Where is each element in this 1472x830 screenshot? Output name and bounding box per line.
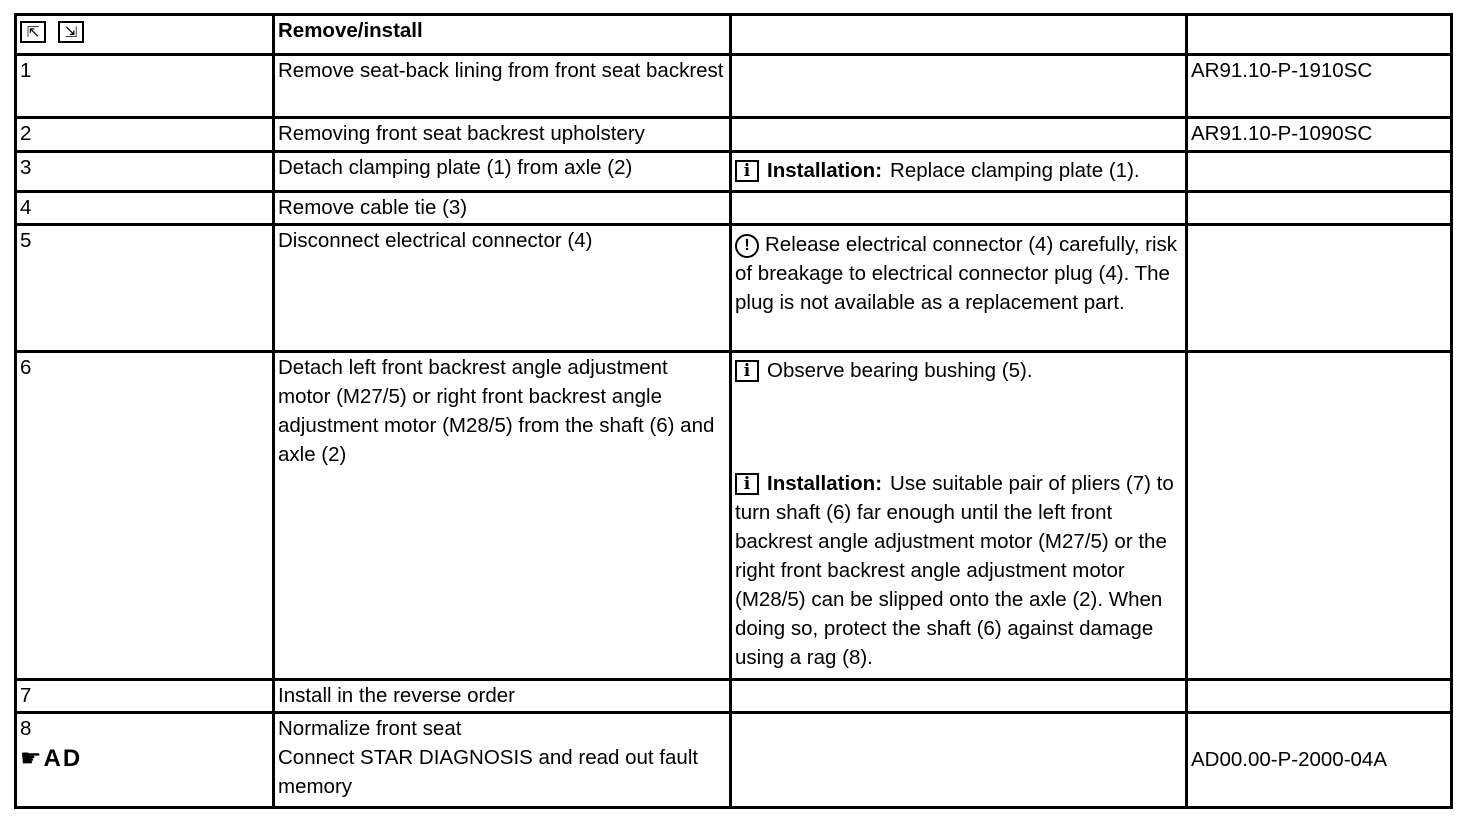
header-icons-cell (16, 15, 274, 55)
step-text: Detach clamping plate (1) from axle (2) (274, 152, 731, 192)
step-row-2 (16, 118, 1452, 152)
step-row-7 (16, 680, 1452, 713)
collapse-icon[interactable]: ⇲ (58, 21, 84, 43)
step-number: 5 (16, 225, 274, 352)
step-reference-cell (1187, 152, 1452, 192)
header-title: Remove/install (274, 15, 731, 55)
step-row-5 (16, 225, 1452, 352)
step-reference-cell (1187, 225, 1452, 352)
step-text: Remove cable tie (3) (274, 192, 731, 225)
step-note (731, 152, 1187, 192)
step-row-4 (16, 192, 1452, 225)
step-reference-link[interactable] (1187, 713, 1452, 808)
header-note-cell (731, 15, 1187, 55)
step-note (731, 352, 1187, 680)
step-row-8 (16, 713, 1452, 808)
step-number: 8 (20, 717, 32, 740)
reference-text: AD00.00-P-2000-04A (1191, 748, 1388, 771)
expand-icon[interactable]: ⇱ (20, 21, 46, 43)
step-number-cell (16, 713, 274, 808)
step-text-cell (274, 713, 731, 808)
installation-label: Installation: (767, 159, 883, 182)
step-row-1 (16, 55, 1452, 118)
step-number: 3 (16, 152, 274, 192)
step-reference-link[interactable]: AR91.10-P-1910SC (1187, 55, 1452, 118)
step-text: Remove seat-back lining from front seat backrest (274, 55, 731, 118)
ad-badge[interactable] (20, 743, 268, 774)
step-number: 7 (16, 680, 274, 713)
info-icon: i (735, 160, 759, 182)
step-row-6 (16, 352, 1452, 680)
step-text: Disconnect electrical connector (4) (274, 225, 731, 352)
step-note (731, 225, 1187, 352)
step-note (731, 55, 1187, 118)
note-text: Use suitable pair of pliers (7) to turn shaft (6) far enough until the left front backrest angle adjustment motor (M27/5) or the right front backrest angle adjustment motor (M28/5) can be slipped onto the axle (2). When doing so, protect the shaft (6) against damage using a rag (8). (735, 472, 1174, 669)
note-text: Release electrical connector (4) carefully, risk of breakage to electrical connector plug (4). The plug is not available as a replacement part. (735, 233, 1178, 314)
step-text: Detach left front backrest angle adjustment motor (M27/5) or right front backrest angle adjustment motor (M28/5) from the shaft (6) and axle (2) (274, 352, 731, 680)
note-text: Observe bearing bushing (5). (767, 359, 1033, 382)
info-icon: i (735, 473, 759, 495)
ad-label: AD (43, 745, 83, 772)
note-text: Replace clamping plate (1). (890, 159, 1140, 182)
pointing-hand-icon: ☛ (20, 744, 42, 772)
step-note (731, 192, 1187, 225)
step-text-secondary: Connect STAR DIAGNOSIS and read out fault memory (278, 746, 699, 798)
step-note (731, 118, 1187, 152)
installation-label: Installation: (767, 472, 883, 495)
step-text: Normalize front seat (278, 717, 462, 740)
step-reference-cell (1187, 352, 1452, 680)
step-reference-cell (1187, 192, 1452, 225)
step-number: 4 (16, 192, 274, 225)
header-row (16, 15, 1452, 55)
step-number: 6 (16, 352, 274, 680)
step-note (731, 713, 1187, 808)
procedure-table (14, 13, 1453, 809)
step-reference-link[interactable]: AR91.10-P-1090SC (1187, 118, 1452, 152)
step-text: Install in the reverse order (274, 680, 731, 713)
step-number: 1 (16, 55, 274, 118)
step-note (731, 680, 1187, 713)
info-icon: i (735, 360, 759, 382)
notice-icon: ! (735, 234, 759, 258)
step-text: Removing front seat backrest upholstery (274, 118, 731, 152)
header-ref-cell (1187, 15, 1452, 55)
step-number: 2 (16, 118, 274, 152)
step-row-3 (16, 152, 1452, 192)
step-reference-cell (1187, 680, 1452, 713)
